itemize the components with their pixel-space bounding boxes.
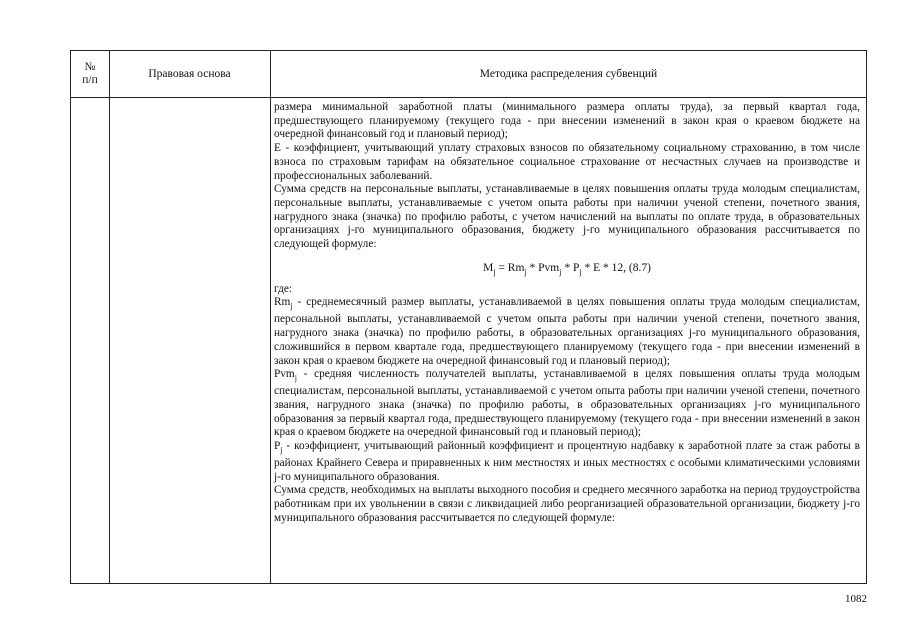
header-number: № п/п <box>82 61 98 86</box>
final-paragraph: Сумма средств, необходимых на выплаты выходного пособия и среднего месячного заработка на период трудоустройства работникам при их увольнении в связи с ликвидацией либо реорганизацией образовательной организации, бюджету j-го муниципального образования рассчитывается по следующей формуле: <box>274 484 860 524</box>
definition-pvm: Pvm$_j$ - средняя численность получателей выплаты, устанавливаемой в целях повышения оплаты труда молодым специалистам, персональной выплаты, устанавливаемой с учетом опыта работы при наличии ученой степени, почетного звания, нагрудного знака (значка) по профилю работы, в образовательных организациях j-го муниципального образования за первый квартал года, предшествующего планируемому (текущего года - при внесении изменений в закон края о краевом бюджете на очередной финансовый год и плановый период); <box>274 368 860 439</box>
paragraph: размера минимальной заработной платы (минимального размера оплаты труда), за первый квартал года, предшествующего планируемому (текущего года - при внесении изменений в закон края о краевом бюджете на очередной финансовый год и плановый период); <box>274 101 860 141</box>
header-methodology: Методика распределения субвенций <box>479 68 658 80</box>
where-label: где: <box>274 282 292 295</box>
formula-8-7: $M_j = Rm_j * Pvm_j * P_j * E * 12$, (8.7) <box>483 261 651 277</box>
methodology-table <box>70 50 867 584</box>
page-number: 1082 <box>845 593 867 605</box>
column-divider <box>270 51 271 583</box>
header-divider <box>71 97 866 98</box>
paragraph: Сумма средств на персональные выплаты, устанавливаемые в целях повышения оплаты труда молодым специалистам, персональные выплаты, устанавливаемые с учетом опыта работы при наличии ученой степени, почетного звания, нагрудного знака (значка) по профилю работы, с учетом начислений на выплаты по оплате труда, в образовательных организациях j-го муниципального образования, бюджету j-го муниципального образования рассчитывается по следующей формуле: <box>274 183 860 251</box>
definition-p: $P_j$ - коэффициент, учитывающий районный коэффициент и процентную надбавку к заработной плате за стаж работы в районах Крайнего Севера и приравненных к ним местностях и иных местностях с особыми климатическими условиями j-го муниципального образования. <box>274 439 860 483</box>
paragraph: E - коэффициент, учитывающий уплату страховых взносов по обязательному социальному страхованию, в том числе взноса по страховым тарифам на обязательное социальное страхование от несчастных случаев на производстве и профессиональных заболеваний. <box>274 142 860 182</box>
header-legal-basis: Правовая основа <box>148 68 231 80</box>
column-divider <box>109 51 110 583</box>
definition-rm: $Rm_j$ - среднемесячный размер выплаты, устанавливаемой в целях повышения оплаты труда молодым специалистам, персональной выплаты, устанавливаемой с учетом опыта работы при наличии ученой степени, почетного звания, нагрудного знака (значка) по профилю работы, в образовательных организациях j-го муниципального образования, сложившийся в первом квартале года, предшествующего планируемому (текущего года - при внесении изменений в закон края о краевом бюджете на очередной финансовый год и плановый период); <box>274 296 860 367</box>
methodology-text <box>274 101 860 525</box>
